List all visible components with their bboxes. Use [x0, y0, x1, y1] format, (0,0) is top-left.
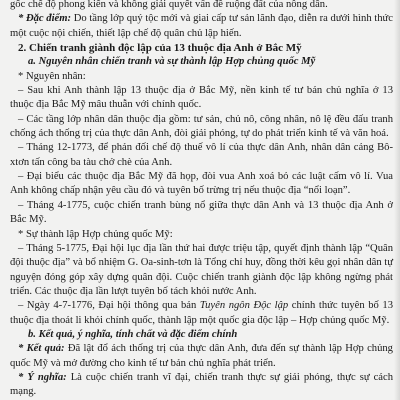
paragraph-significance	[10, 371, 393, 400]
significance-text: Là cuộc chiến tranh vĩ đại, chiến tranh thực sự giải phóng, thực sự cách mạng.	[10, 371, 393, 398]
characteristics-label: * Đặc điểm:	[18, 13, 72, 25]
declaration-title: Tuyên ngôn Độc lập	[199, 300, 289, 312]
section-heading: 2. Chiến tranh giành độc lập của 13 thuộc địa Anh ở Bắc Mỹ	[18, 42, 302, 55]
document-body	[10, 0, 393, 400]
subsection-heading-a: a. Nguyên nhân chiến tranh và sự thành lập Hợp chủng quốc Mỹ	[28, 56, 316, 68]
paragraph-social-classes: – Các tầng lớp nhân dân thuộc địa gồm: tư sản, chủ nô, công nhân, nô lệ đều đấu tranh chống ách thống trị của thực dân Anh, đòi giải phóng, tự do phát triển kinh tế và văn hoá.	[10, 113, 393, 140]
paragraph-boston-1773: – Tháng 12-1773, để phản đối chế độ thuế vô lí của thực dân Anh, nhân dân cảng Bô-xtơn tấn công ba tàu chở chè của Anh.	[10, 142, 393, 168]
characteristics-text: Do tầng lớp quý tộc mới và giai cấp tư sản lãnh đạo, diễn ra dưới hình thức một cuộc nội chiến, thiết lập chế độ quân chủ lập hiến.	[10, 13, 393, 39]
results-text: Đã lật đổ ách thống trị của thực dân Anh, đưa đến sự thành lập Hợp chủng quốc Mỹ và mở đường cho kinh tế tư bản chủ nghĩa phát triển.	[10, 343, 393, 369]
page-edge-shadow	[394, 0, 400, 400]
declaration-text-post: chính thức tuyên bố 13 thuộc địa thoát li khỏi chính quốc, thành lập một quốc gia độc lập – Hợp chủng quốc Mỹ.	[10, 300, 393, 326]
declaration-text-pre: – Ngày 4-7-1776, Đại hội thông qua bản	[18, 300, 200, 312]
paragraph-colonies-economy: – Sau khi Anh thành lập 13 thuộc địa ở Bắc Mỹ, nền kinh tế tư bản chủ nghĩa ở 13 thuộc địa Bắc Mỹ mâu thuẫn với chính quốc.	[10, 85, 393, 111]
paragraph-feudal-note: gốc chế độ phong kiến và không giải quyết vấn đề ruộng đất của nông dân.	[10, 0, 328, 10]
significance-label: * Ý nghĩa:	[18, 371, 67, 383]
paragraph-delegates-meeting: – Đại biểu các thuộc địa Bắc Mỹ đã họp, đòi vua Anh xoá bỏ các luật cấm vô lí. Vua Anh không chấp nhận yêu cầu đó và tuyên bố trừng trị nếu thuộc địa “nổi loạn”.	[10, 171, 393, 197]
results-label: * Kết quả:	[18, 343, 65, 355]
paragraph-characteristics	[10, 12, 393, 41]
paragraph-continental-congress: – Tháng 5-1775, Đại hội lục địa lần thứ hai được triệu tập, quyết định thành lập “Quân đội thuộc địa” và bổ nhiệm G. Oa-sinh-tơn là Tổng chỉ huy, đồng thời kêu gọi nhân dân tự nguyện đóng góp xây dựng quân đội. Cuộc chiến tranh giành độc lập không ngừng phát triển. Các thuộc địa lần lượt tuyên bố tách khỏi nước Anh.	[10, 242, 393, 297]
paragraph-war-outbreak: – Tháng 4-1775, cuộc chiến tranh bùng nổ giữa thực dân Anh và 13 thuộc địa Anh ở Bắc Mỹ.	[10, 199, 393, 226]
paragraph-results	[10, 342, 393, 371]
paragraph-declaration	[10, 299, 393, 328]
subsection-heading-b: b. Kết quả, ý nghĩa, tính chất và đặc điểm chính	[28, 328, 238, 340]
paragraph-founding-label: * Sự thành lập Hợp chủng quốc Mỹ:	[18, 228, 173, 240]
paragraph-causes-label: * Nguyên nhân:	[18, 70, 86, 82]
